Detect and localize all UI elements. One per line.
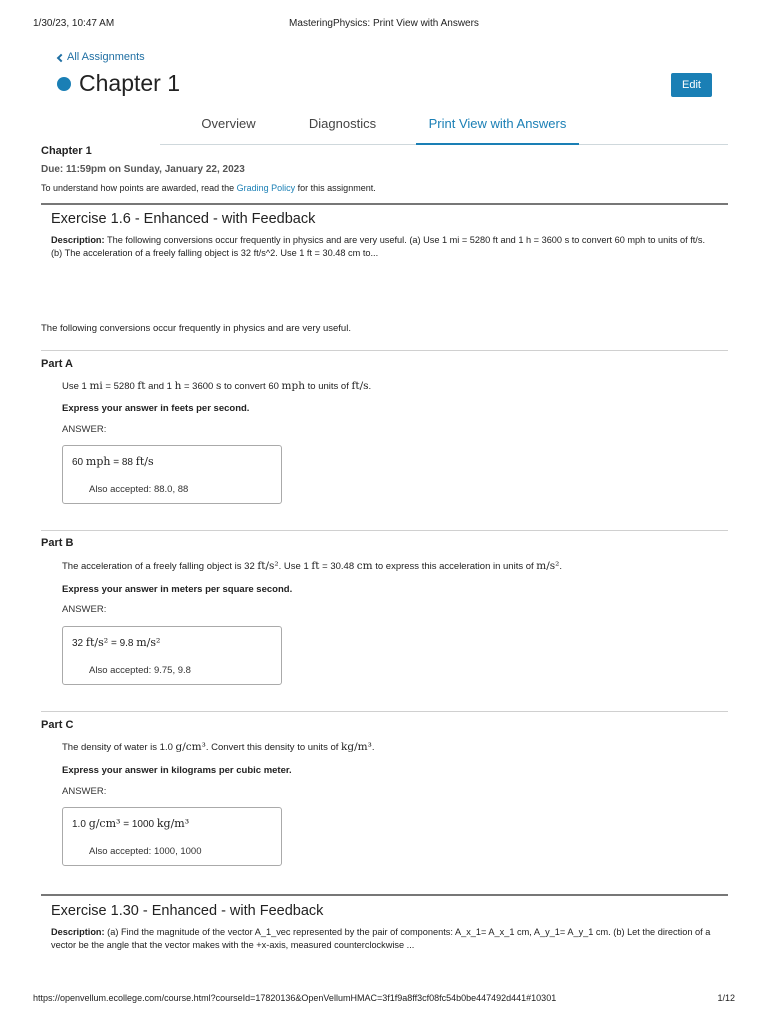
description-label: Description: [51, 927, 105, 937]
answer-box [62, 807, 282, 866]
tab-overview[interactable]: Overview [201, 116, 256, 131]
answer-label: ANSWER: [62, 424, 107, 435]
text-run: . Use 1 [278, 561, 312, 572]
part-c-answer [72, 817, 189, 830]
exercise-divider [41, 203, 728, 205]
exercise-divider [41, 894, 728, 896]
status-dot-icon [57, 77, 71, 91]
description-label: Description: [51, 235, 105, 245]
answer-box [62, 445, 282, 504]
part-b-instruction: Express your answer in meters per square second. [62, 584, 293, 595]
text-run: . [368, 381, 372, 392]
description-text: (a) Find the magnitude of the vector A_1_vec represented by the pair of components: A_x_1= A_x_1 cm, A_y_1= A_y_1 cm. (b) Let the direction of a vector be the angle that the vector makes with the +x-axis, measured counterclockwise ... [51, 927, 711, 950]
part-b-label: Part B [41, 537, 74, 549]
math-term: m/s² [136, 636, 161, 649]
part-divider [41, 350, 728, 351]
text-run: The acceleration of a freely falling object is 32 [62, 561, 258, 572]
answer-box [62, 626, 282, 685]
part-c-instruction: Express your answer in kilograms per cubic meter. [62, 765, 292, 776]
math-term: kg/m³ [341, 741, 372, 753]
text-run: and 1 [145, 381, 175, 392]
math-term: ft/s [351, 380, 369, 392]
text-run: = 1000 [120, 819, 157, 830]
exercise-title: Exercise 1.6 - Enhanced - with Feedback [51, 211, 316, 227]
exercise-description [51, 926, 711, 952]
text-run: to express this acceleration in units of [372, 561, 537, 572]
text-run: = 3600 [181, 381, 216, 392]
math-term: mph [85, 455, 111, 468]
text-run: 32 [72, 638, 86, 649]
math-term: g/cm³ [88, 817, 121, 830]
text-run: to units of [305, 381, 352, 392]
answer-label: ANSWER: [62, 604, 107, 615]
text-run: 1.0 [72, 819, 89, 830]
part-divider [41, 530, 728, 531]
math-term: g/cm³ [175, 741, 206, 753]
text-run: The density of water is 1.0 [62, 742, 176, 753]
chapter-title-text: Chapter 1 [79, 70, 181, 96]
part-b-answer [72, 636, 160, 649]
math-term: kg/m³ [156, 817, 190, 830]
part-c-label: Part C [41, 719, 74, 731]
text-run: . Convert this density to units of [205, 742, 342, 753]
text-run: = 5280 [102, 381, 138, 392]
exercise-title: Exercise 1.30 - Enhanced - with Feedback [51, 903, 324, 919]
print-header [33, 18, 735, 32]
part-a-instruction: Express your answer in feets per second. [62, 403, 250, 414]
print-title: MasteringPhysics: Print View with Answers [289, 18, 479, 29]
math-term: ft [311, 560, 320, 572]
exercise-intro: The following conversions occur frequently in physics and are very useful. [41, 323, 351, 334]
print-datetime: 1/30/23, 10:47 AM [33, 18, 115, 29]
math-term: h [174, 380, 182, 392]
answer-label: ANSWER: [62, 786, 107, 797]
text-run: = 30.48 [319, 561, 357, 572]
math-term: mi [89, 380, 103, 392]
assignment-chapter-label: Chapter 1 [41, 145, 92, 157]
exercise-description [51, 234, 711, 260]
math-term: s [215, 380, 222, 392]
part-c-question [62, 741, 374, 753]
text-run: 60 [72, 457, 86, 468]
page-title [57, 70, 180, 97]
math-term: cm [356, 560, 373, 572]
math-term: ft/s² [85, 636, 109, 649]
grading-policy-link[interactable]: Grading Policy [236, 183, 296, 193]
math-term: ft/s² [257, 560, 279, 572]
tab-diagnostics[interactable]: Diagnostics [308, 116, 377, 131]
all-assignments-link[interactable] [58, 51, 145, 63]
due-date: Due: 11:59pm on Sunday, January 22, 2023 [41, 164, 245, 175]
text-run: = 88 [110, 457, 136, 468]
text-run: . [559, 561, 563, 572]
text-run: = 9.8 [108, 638, 137, 649]
text-run: . [371, 742, 375, 753]
text-run: Use 1 [62, 381, 90, 392]
grading-policy-note [41, 183, 376, 193]
assignment-tabs [160, 110, 728, 145]
also-accepted: Also accepted: 88.0, 88 [89, 484, 189, 495]
tab-print-view-with-answers[interactable]: Print View with Answers [416, 110, 579, 145]
part-divider [41, 711, 728, 712]
policy-text-after: for this assignment. [295, 183, 376, 193]
math-term: m/s² [536, 560, 560, 572]
math-term: ft [137, 380, 146, 392]
chevron-left-icon [57, 53, 65, 61]
policy-text-before: To understand how points are awarded, read the [41, 183, 237, 193]
also-accepted: Also accepted: 1000, 1000 [89, 846, 202, 857]
part-a-question [62, 380, 371, 392]
page-number: 1/12 [717, 993, 735, 1003]
math-term: mph [281, 380, 305, 392]
back-link-label: All Assignments [67, 51, 145, 63]
part-b-question [62, 560, 562, 572]
math-term: ft/s [135, 455, 154, 468]
part-a-answer [72, 455, 154, 468]
footer-url: https://openvellum.ecollege.com/course.html?courseId=17820136&OpenVellumHMAC=3f1f9a8ff3cf08fc54b0be447492d441#10301 [33, 993, 557, 1003]
edit-button[interactable]: Edit [671, 73, 712, 97]
part-a-label: Part A [41, 358, 73, 370]
description-text: The following conversions occur frequently in physics and are very useful. (a) Use 1 mi = 5280 ft and 1 h = 3600 s to convert 60 mph to units of ft/s. (b) The acceleration of a freely falling object is 32 ft/s^2. Use 1 ft = 30.48 cm to... [51, 235, 706, 258]
also-accepted: Also accepted: 9.75, 9.8 [89, 665, 191, 676]
text-run: to convert 60 [221, 381, 282, 392]
